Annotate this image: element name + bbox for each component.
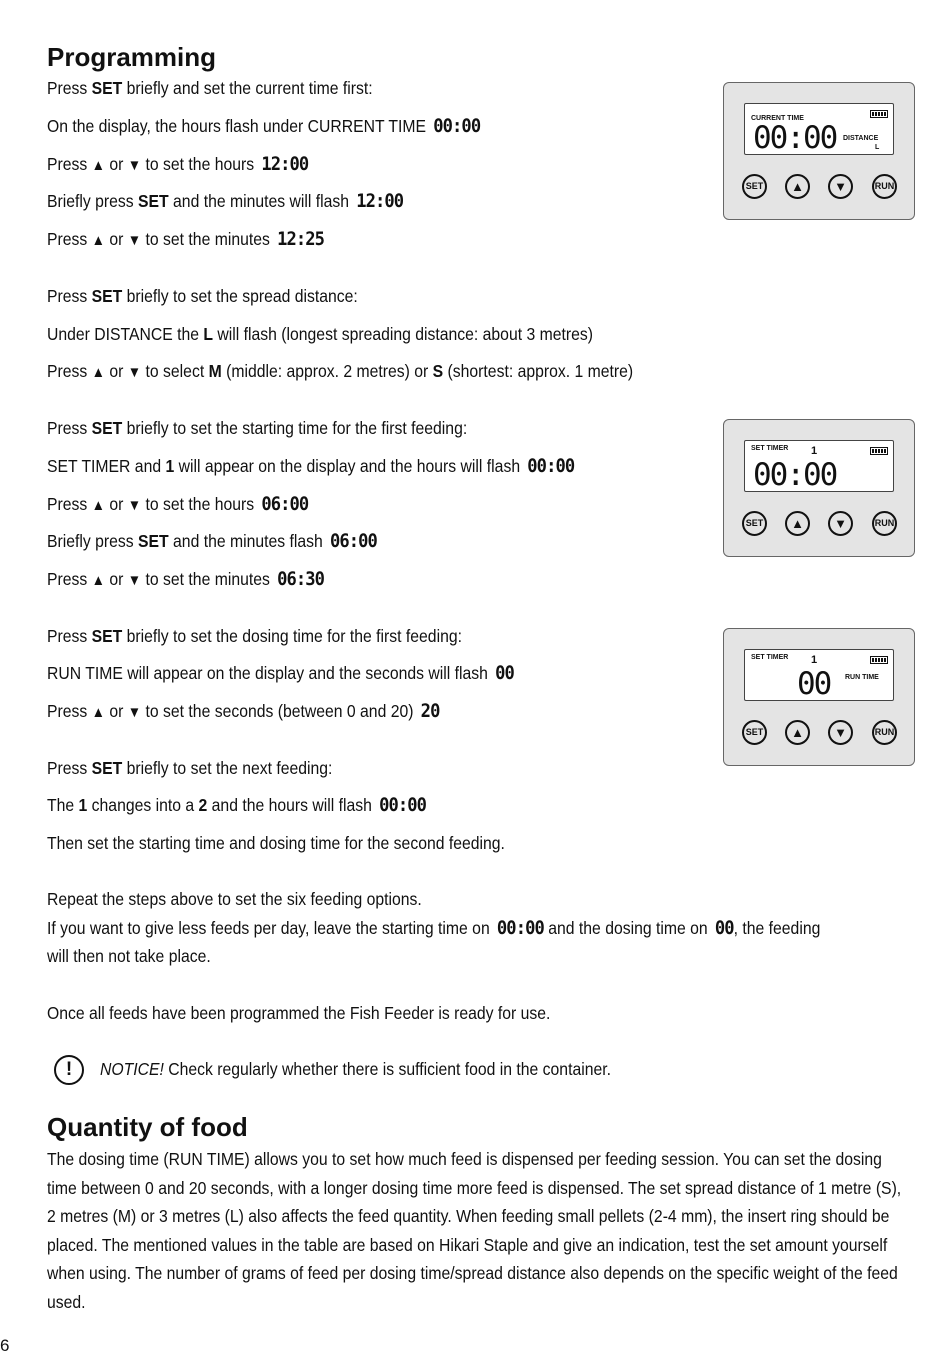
instruction-line: Press ▲ or ▼ to select M (middle: approx. 2 metres) or S (shortest: approx. 1 metre) bbox=[47, 361, 634, 381]
display-glyph: 00:00 bbox=[379, 794, 427, 816]
instruction-line: Press ▲ or ▼ to set the hours 06:00 bbox=[47, 493, 309, 515]
lcd-time: 00:00 bbox=[753, 120, 837, 156]
down-arrow-icon: ▼ bbox=[834, 516, 847, 531]
display-glyph: 12:00 bbox=[261, 153, 309, 175]
lcd-screen bbox=[744, 103, 894, 155]
lcd-side-label: DISTANCE bbox=[843, 135, 879, 142]
down-arrow-icon: ▼ bbox=[127, 704, 142, 721]
lcd-screen bbox=[744, 440, 894, 492]
set-button[interactable]: SET bbox=[742, 720, 767, 745]
lcd-timer-number: 1 bbox=[811, 654, 818, 666]
down-arrow-icon: ▼ bbox=[834, 179, 847, 194]
battery-icon bbox=[870, 110, 888, 118]
instruction-line: Press ▲ or ▼ to set the hours 12:00 bbox=[47, 153, 309, 175]
run-button[interactable]: RUN bbox=[872, 174, 897, 199]
timer-number-glyph: 1 bbox=[165, 456, 175, 476]
up-arrow-icon: ▲ bbox=[91, 232, 106, 249]
instruction-line: Press SET briefly to set the starting time for the first feeding: bbox=[47, 418, 468, 438]
display-glyph: 12:00 bbox=[356, 190, 404, 212]
instruction-line: The 1 changes into a 2 and the hours will flash 00:00 bbox=[47, 794, 427, 816]
battery-icon bbox=[870, 447, 888, 455]
down-button[interactable] bbox=[828, 511, 853, 536]
up-arrow-icon: ▲ bbox=[91, 364, 106, 381]
up-arrow-icon: ▲ bbox=[791, 179, 804, 194]
lcd-label: CURRENT TIME bbox=[751, 115, 804, 122]
down-arrow-icon: ▼ bbox=[834, 725, 847, 740]
instruction-line: Press ▲ or ▼ to set the minutes 06:30 bbox=[47, 568, 325, 590]
up-arrow-icon: ▲ bbox=[91, 157, 106, 174]
instruction-line: Press SET briefly to set the spread distance: bbox=[47, 286, 358, 306]
up-arrow-icon: ▲ bbox=[91, 704, 106, 721]
instruction-line: Briefly press SET and the minutes flash 06:00 bbox=[47, 530, 377, 552]
lcd-timer-number: 1 bbox=[811, 445, 818, 457]
down-arrow-icon: ▼ bbox=[127, 157, 142, 174]
instruction-line: Then set the starting time and dosing time for the second feeding. bbox=[47, 833, 505, 853]
up-arrow-icon: ▲ bbox=[791, 516, 804, 531]
instruction-line: Once all feeds have been programmed the Fish Feeder is ready for use. bbox=[47, 1003, 551, 1023]
up-button[interactable] bbox=[785, 720, 810, 745]
device-panel-current-time bbox=[723, 82, 915, 220]
up-arrow-icon: ▲ bbox=[791, 725, 804, 740]
display-glyph: 12:25 bbox=[277, 228, 325, 250]
display-glyph: 00:00 bbox=[496, 917, 544, 939]
instruction-line: On the display, the hours flash under CURRENT TIME 00:00 bbox=[47, 115, 481, 137]
up-arrow-icon: ▲ bbox=[91, 497, 106, 514]
device-panel-set-timer bbox=[723, 419, 915, 557]
instruction-line: Press SET briefly to set the next feeding: bbox=[47, 758, 333, 778]
lcd-seconds: 00 bbox=[797, 666, 831, 702]
timer-number-glyph: 2 bbox=[198, 795, 208, 815]
instruction-line: Press ▲ or ▼ to set the seconds (between 0 and 20) 20 bbox=[47, 700, 440, 722]
notice-icon: ! bbox=[54, 1055, 84, 1085]
section-title-quantity: Quantity of food bbox=[47, 1112, 248, 1142]
lcd-label: SET TIMER bbox=[751, 654, 789, 661]
lcd-time: 00:00 bbox=[753, 457, 837, 493]
display-glyph: 00:00 bbox=[433, 115, 481, 137]
run-button[interactable]: RUN bbox=[872, 720, 897, 745]
down-arrow-icon: ▼ bbox=[127, 572, 142, 589]
display-glyph: 06:30 bbox=[277, 568, 325, 590]
down-arrow-icon: ▼ bbox=[127, 497, 142, 514]
down-arrow-icon: ▼ bbox=[127, 364, 142, 381]
instruction-line: RUN TIME will appear on the display and the seconds will flash 00 bbox=[47, 662, 514, 684]
display-glyph: 00 bbox=[495, 662, 514, 684]
device-panel-run-time bbox=[723, 628, 915, 766]
run-button[interactable]: RUN bbox=[872, 511, 897, 536]
instruction-line: SET TIMER and 1 will appear on the display and the hours will flash 00:00 bbox=[47, 455, 575, 477]
lcd-screen bbox=[744, 649, 894, 701]
display-glyph: 06:00 bbox=[329, 530, 377, 552]
section-title-programming: Programming bbox=[47, 42, 217, 72]
lcd-label: SET TIMER bbox=[751, 445, 789, 452]
instruction-line: will then not take place. bbox=[47, 946, 211, 966]
instruction-line: Repeat the steps above to set the six feeding options. bbox=[47, 889, 422, 909]
down-arrow-icon: ▼ bbox=[127, 232, 142, 249]
up-arrow-icon: ▲ bbox=[91, 572, 106, 589]
set-button[interactable]: SET bbox=[742, 511, 767, 536]
set-button[interactable]: SET bbox=[742, 174, 767, 199]
instruction-line: Press ▲ or ▼ to set the minutes 12:25 bbox=[47, 228, 325, 250]
down-button[interactable] bbox=[828, 174, 853, 199]
instruction-line: Briefly press SET and the minutes will flash 12:00 bbox=[47, 190, 404, 212]
timer-number-glyph: 1 bbox=[78, 795, 88, 815]
page-number: 6 bbox=[0, 1336, 10, 1355]
battery-icon bbox=[870, 656, 888, 664]
lcd-side-value: L bbox=[875, 144, 880, 151]
display-glyph: 00:00 bbox=[527, 455, 575, 477]
instruction-line: Press SET briefly and set the current time first: bbox=[47, 78, 373, 98]
instruction-line: If you want to give less feeds per day, leave the starting time on 00:00 and the dosing time on 00, the feeding bbox=[47, 917, 821, 939]
up-button[interactable] bbox=[785, 174, 810, 199]
instruction-line: Press SET briefly to set the dosing time for the first feeding: bbox=[47, 626, 462, 646]
down-button[interactable] bbox=[828, 720, 853, 745]
lcd-side-label: RUN TIME bbox=[845, 674, 879, 681]
display-glyph: 06:00 bbox=[261, 493, 309, 515]
body-paragraph: The dosing time (RUN TIME) allows you to set how much feed is dispensed per feeding session. You can set the dosing time between 0 and 20 seconds, with a longer dosing time more feed is dispensed. The set spread distance of 1 metre (S), 2 metres (M) or 3 metres (L) also affects the feed quantity. When feeding small pellets (2-4 mm), the insert ring should be placed. The mentioned values in the table are based on Hikari Staple and give an indication, test the set amount yourself when using. The number of grams of feed per dosing time/spread distance also depends on the specific weight of the feed used. bbox=[47, 1149, 902, 1312]
display-glyph: 00 bbox=[714, 917, 734, 939]
up-button[interactable] bbox=[785, 511, 810, 536]
instruction-line: Under DISTANCE the L will flash (longest spreading distance: about 3 metres) bbox=[47, 324, 593, 344]
display-glyph: 20 bbox=[420, 700, 440, 722]
notice-text: NOTICE! Check regularly whether there is sufficient food in the container. bbox=[100, 1059, 611, 1079]
